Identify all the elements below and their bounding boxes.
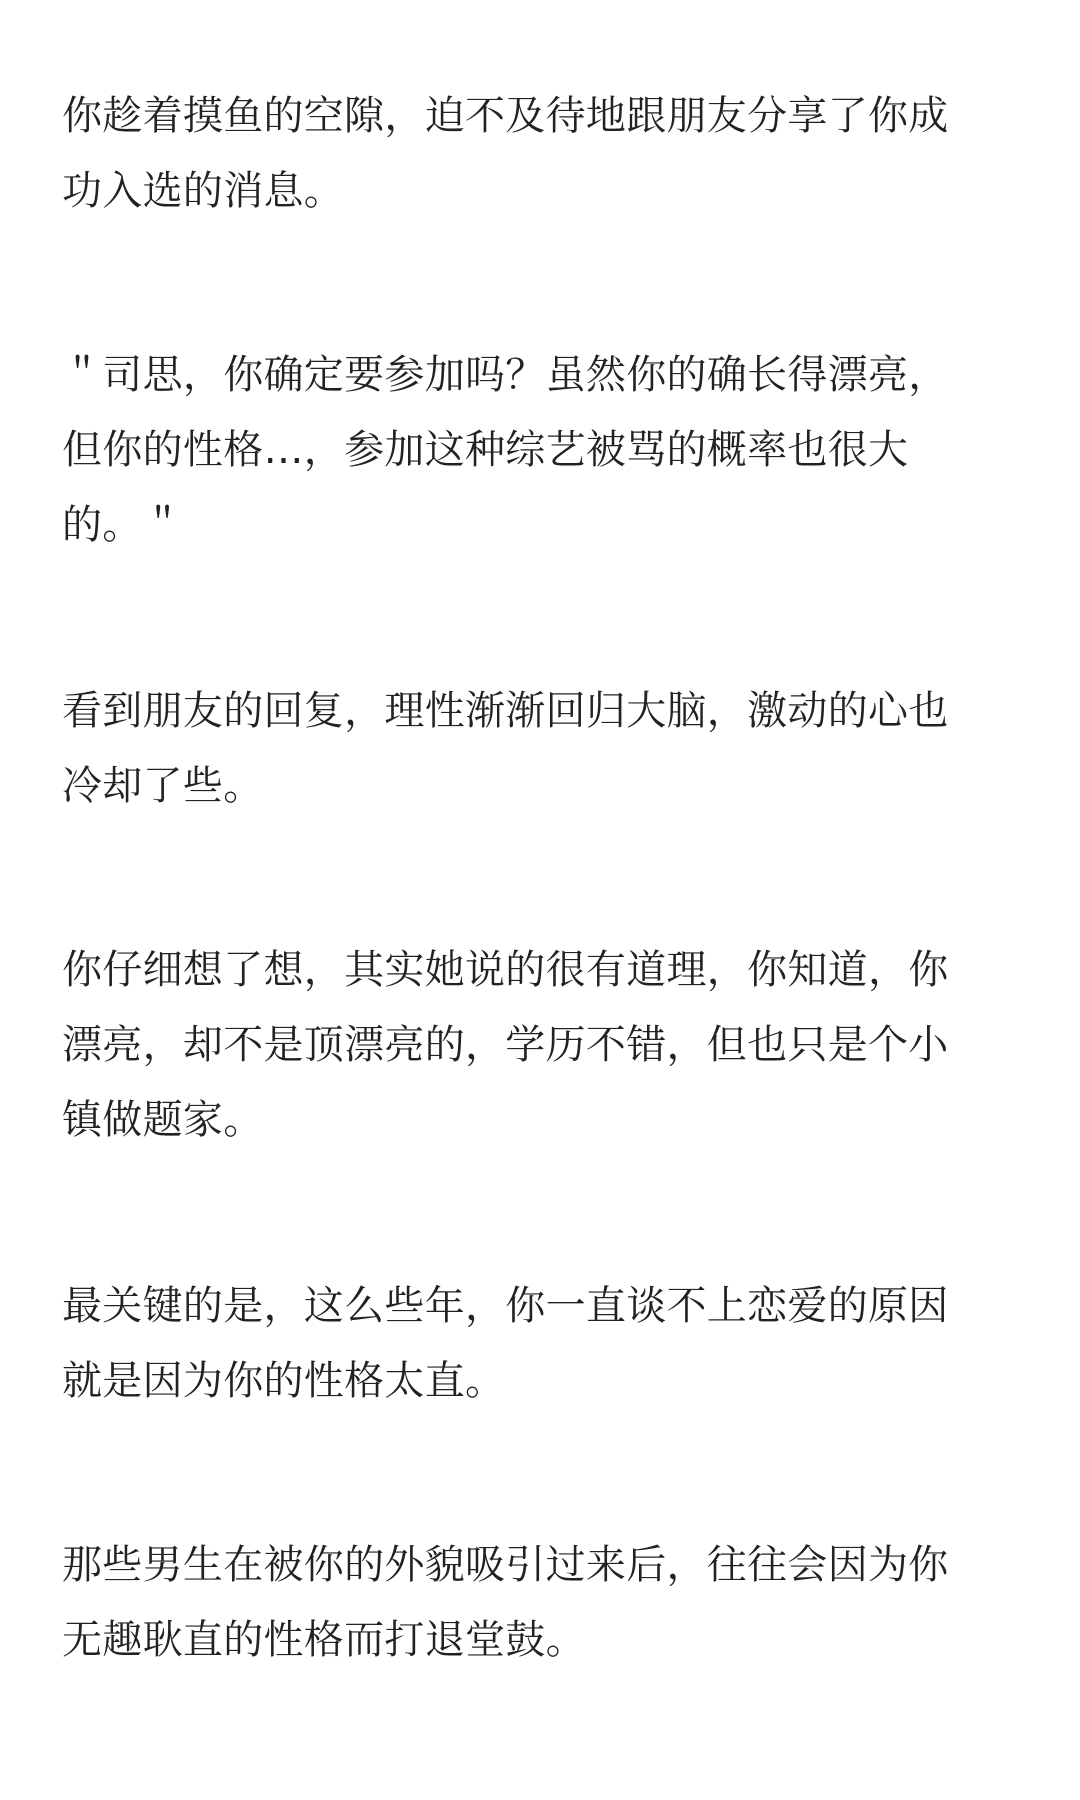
paragraph-1: 你趁着摸鱼的空隙，迫不及待地跟朋友分享了你成 功入选的消息。 — [62, 93, 949, 214]
paragraph-6: 那些男生在被你的外貌吸引过来后，往往会因为你 无趣耿直的性格而打退堂鼓。 — [62, 1542, 949, 1663]
paragraph-3: 看到朋友的回复，理性渐渐回归大脑，激动的心也 冷却了些。 — [62, 688, 949, 809]
paragraph-4: 你仔细想了想，其实她说的很有道理，你知道，你 漂亮，却不是顶漂亮的，学历不错，但也只是个小 镇做题家。 — [62, 947, 949, 1143]
paragraph-2: ＂司思，你确定要参加吗？虽然你的确长得漂亮， 但你的性格…，参加这种综艺被骂的概率也很大 的。＂ — [62, 352, 949, 548]
paragraph-5: 最关键的是，这么些年，你一直谈不上恋爱的原因 就是因为你的性格太直。 — [62, 1283, 949, 1404]
